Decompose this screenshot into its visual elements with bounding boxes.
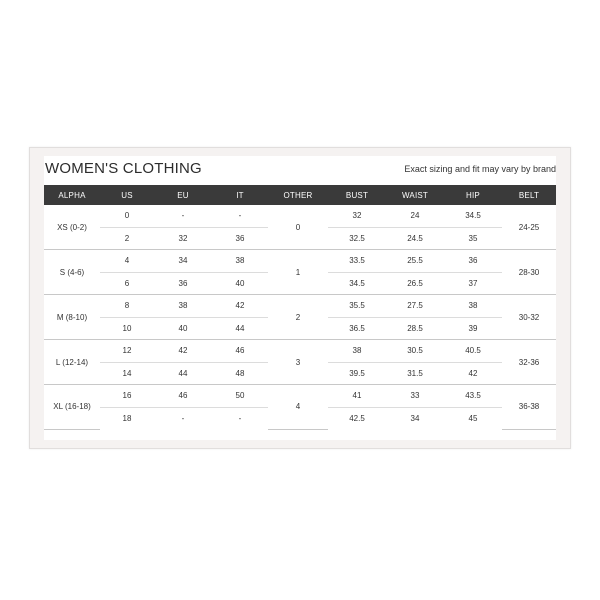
header-waist: WAIST [386, 185, 444, 205]
other-cell: 1 [268, 250, 328, 295]
header-bust: BUST [328, 185, 386, 205]
belt-cell: 30-32 [502, 295, 556, 340]
us-cell: 18 [122, 413, 132, 423]
waist-cell: 33 [386, 385, 444, 408]
it-cell: 44 [212, 317, 268, 340]
hip-cell: 38 [444, 295, 502, 318]
hip-cell: 39 [444, 317, 502, 340]
eu-cell: 42 [154, 340, 212, 363]
alpha-cell: M (8-10) [44, 295, 100, 340]
bust-cell: 33.5 [328, 250, 386, 273]
waist-cell: 24.5 [386, 227, 444, 250]
hip-cell: 36 [444, 250, 502, 273]
header-it: IT [212, 185, 268, 205]
it-cell: 46 [212, 340, 268, 363]
table-row [44, 385, 556, 408]
bust-cell: 35.5 [328, 295, 386, 318]
it-cell: 40 [212, 272, 268, 295]
us-cell: 4 [100, 250, 154, 273]
table-body [44, 205, 556, 429]
size-table [44, 185, 556, 430]
hip-cell: 43.5 [444, 385, 502, 408]
it-cell: 50 [212, 385, 268, 408]
hip-cell: 34.5 [444, 205, 502, 227]
belt-cell: 32-36 [502, 340, 556, 385]
it-cell: - [212, 205, 268, 227]
bust-cell: 39.5 [328, 362, 386, 385]
header-other: OTHER [268, 185, 328, 205]
it-cell: 38 [212, 250, 268, 273]
sizing-note: Exact sizing and fit may vary by brand [404, 164, 556, 174]
belt-cell: 28-30 [502, 250, 556, 295]
waist-cell: 24 [386, 205, 444, 227]
bust-cell: 32.5 [328, 227, 386, 250]
it-cell: 48 [212, 362, 268, 385]
header-belt: BELT [502, 185, 556, 205]
hip-cell: 37 [444, 272, 502, 295]
us-cell: 6 [100, 272, 154, 295]
size-chart-card [29, 147, 571, 449]
eu-cell: - [181, 413, 185, 423]
header-hip: HIP [444, 185, 502, 205]
hip-cell: 42 [444, 362, 502, 385]
it-cell: 36 [212, 227, 268, 250]
bust-cell: 42.5 [349, 413, 365, 423]
it-cell: - [238, 413, 242, 423]
other-cell: 2 [268, 295, 328, 340]
header-alpha: ALPHA [44, 185, 100, 205]
alpha-cell: S (4-6) [44, 250, 100, 295]
other-cell: 4 [268, 385, 328, 430]
alpha-cell: XS (0-2) [44, 205, 100, 250]
eu-cell: 36 [154, 272, 212, 295]
belt-cell: 24-25 [502, 205, 556, 250]
table-row [44, 295, 556, 318]
other-cell: 0 [268, 205, 328, 250]
alpha-cell: XL (16-18) [44, 385, 100, 430]
belt-cell: 36-38 [502, 385, 556, 430]
us-cell: 14 [100, 362, 154, 385]
us-cell: 12 [100, 340, 154, 363]
table-row [44, 250, 556, 273]
waist-cell: 27.5 [386, 295, 444, 318]
header-eu: EU [154, 185, 212, 205]
table-row [44, 205, 556, 227]
eu-cell: 38 [154, 295, 212, 318]
us-cell: 16 [100, 385, 154, 408]
bust-cell: 32 [328, 205, 386, 227]
waist-cell: 25.5 [386, 250, 444, 273]
hip-cell: 45 [468, 413, 478, 423]
us-cell: 2 [100, 227, 154, 250]
it-cell: 42 [212, 295, 268, 318]
bust-cell: 38 [328, 340, 386, 363]
size-chart-panel [44, 156, 556, 440]
header-us: US [100, 185, 154, 205]
eu-cell: 46 [154, 385, 212, 408]
other-cell: 3 [268, 340, 328, 385]
us-cell: 0 [100, 205, 154, 227]
waist-cell: 34 [410, 413, 420, 423]
chart-title: WOMEN'S CLOTHING [45, 160, 202, 177]
eu-cell: 34 [154, 250, 212, 273]
us-cell: 10 [100, 317, 154, 340]
waist-cell: 30.5 [386, 340, 444, 363]
bust-cell: 36.5 [328, 317, 386, 340]
waist-cell: 26.5 [386, 272, 444, 295]
eu-cell: 40 [154, 317, 212, 340]
alpha-cell: L (12-14) [44, 340, 100, 385]
hip-cell: 35 [444, 227, 502, 250]
bust-cell: 34.5 [328, 272, 386, 295]
eu-cell: 32 [154, 227, 212, 250]
waist-cell: 31.5 [386, 362, 444, 385]
hip-cell: 40.5 [444, 340, 502, 363]
eu-cell: - [154, 205, 212, 227]
table-header-row [44, 185, 556, 205]
waist-cell: 28.5 [386, 317, 444, 340]
eu-cell: 44 [154, 362, 212, 385]
us-cell: 8 [100, 295, 154, 318]
table-row [44, 340, 556, 363]
bust-cell: 41 [328, 385, 386, 408]
